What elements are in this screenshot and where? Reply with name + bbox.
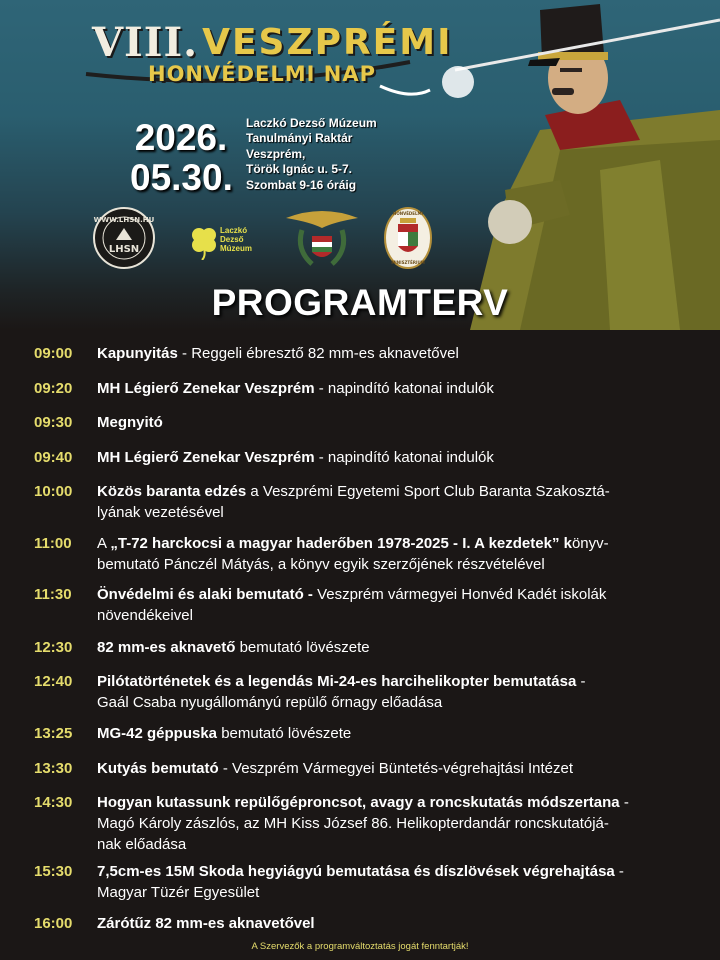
program-description-text: - <box>614 863 624 880</box>
program-description-bold: „T-72 harckocsi a magyar haderőben 1978-2025 - I. A kezdetek” k <box>110 535 572 552</box>
program-description-bold: Önvédelmi és alaki bemutató - <box>97 586 313 603</box>
program-description-text: önyv- <box>571 535 609 552</box>
program-time: 12:40 <box>34 673 73 690</box>
program-description-text: Veszprém vármegyei Honvéd Kadét iskolák <box>312 586 607 603</box>
footer-note: A Szervezők a programváltoztatás jogát fenntartják! <box>251 941 469 952</box>
program-description-text: - <box>576 673 586 690</box>
venue-line: Szombat 9-16 óráig <box>246 177 357 192</box>
program-description-text: bemutató lövészete <box>217 725 352 742</box>
museum-logo-line: Múzeum <box>220 244 252 253</box>
program-time: 14:30 <box>34 794 73 811</box>
program-description-bold: MH Légierő Zenekar Veszprém <box>97 380 315 397</box>
program-description <box>97 481 693 523</box>
honvedelmi-minisztérium-logo <box>384 206 432 270</box>
date-day: 05.30. <box>130 157 233 198</box>
program-description-text: - Reggeli ébresztő 82 mm-es aknavetővel <box>177 345 459 362</box>
program-description <box>97 637 693 658</box>
laczko-dezso-muzeum-logo <box>190 224 270 264</box>
program-time: 09:40 <box>34 449 73 466</box>
program-description-bold: MH Légierő Zenekar Veszprém <box>97 449 315 466</box>
program-description <box>97 758 693 779</box>
lhsn-logo-center-text: LHSN <box>108 244 140 255</box>
title-city: VESZPRÉMI <box>202 21 453 63</box>
museum-logo-line: Dezső <box>220 235 244 244</box>
event-title <box>92 18 453 66</box>
ministry-logo-bottom-text: MINISZTÉRIUM <box>391 260 425 265</box>
program-description-text: bemutató Pánczél Mátyás, a könyv egyik szerzőjének részvételével <box>97 556 545 573</box>
program-description <box>97 447 693 468</box>
program-description <box>97 343 693 364</box>
program-description-text: Gaál Csaba nyugállományú repülő őrnagy előadása <box>97 694 443 711</box>
program-description <box>97 861 693 903</box>
program-description-text: A <box>97 535 111 552</box>
program-description <box>97 533 693 575</box>
eagle-wreath-emblem <box>282 206 362 270</box>
clover-icon <box>190 226 218 260</box>
program-description-text: nak előadása <box>97 836 187 853</box>
program-description-bold: Zárótűz 82 mm-es aknavetővel <box>97 915 315 932</box>
program-time: 11:30 <box>34 586 72 603</box>
venue-line: Veszprém, <box>246 146 306 161</box>
program-description-bold: Közös baranta edzés <box>97 483 247 500</box>
program-description-text: - Veszprém Vármegyei Büntetés-végrehajtási Intézet <box>218 760 574 777</box>
hero-banner <box>0 0 720 330</box>
program-heading: PROGRAMTERV <box>211 282 509 323</box>
lhsn-logo <box>92 206 156 270</box>
program-description-text: - napindító katonai indulók <box>314 449 494 466</box>
program-description-text: lyának vezetésével <box>97 504 224 521</box>
event-venue <box>246 116 377 193</box>
program-description-text: - <box>619 794 629 811</box>
program-description-bold: MG-42 géppuska <box>97 725 218 742</box>
sponsor-logos <box>0 206 720 272</box>
venue-line: Laczkó Dezső Múzeum <box>246 116 377 130</box>
program-time: 11:00 <box>34 535 72 552</box>
date-year: 2026. <box>134 117 228 158</box>
event-date <box>130 118 232 198</box>
program-description-bold: Kapunyitás <box>97 345 178 362</box>
venue-line: Tanulmányi Raktár <box>246 131 353 146</box>
program-description-bold: 7,5cm-es 15M Skoda hegyiágyú bemutatása és díszlövések végrehajtása <box>97 863 615 880</box>
program-time: 09:30 <box>34 414 73 431</box>
program-time: 09:20 <box>34 380 73 397</box>
venue-line: Török Ignác u. 5-7. <box>246 162 353 177</box>
program-description <box>97 378 693 399</box>
museum-logo-line: Laczkó <box>220 226 248 235</box>
ministry-logo-top-text: HONVÉDELMI <box>393 211 423 216</box>
program-description-bold: Pilótatörténetek és a legendás Mi-24-es harcihelikopter bemutatása <box>97 673 577 690</box>
program-description <box>97 792 693 855</box>
program-time: 09:00 <box>34 345 73 362</box>
program-description-bold: Megnyitó <box>97 414 163 431</box>
program-description <box>97 913 693 934</box>
program-time: 10:00 <box>34 483 73 500</box>
program-description-text: Magó Károly zászlós, az MH Kiss József 86. Helikopterdandár roncskutatójá- <box>97 815 609 832</box>
program-description-text: Magyar Tüzér Egyesület <box>97 884 260 901</box>
title-roman-numeral: VIII. <box>92 18 199 66</box>
program-description <box>97 671 693 713</box>
program-description-text: a Veszprémi Egyetemi Sport Club Baranta Szakosztá- <box>246 483 610 500</box>
program-description <box>97 584 693 626</box>
program-time: 13:25 <box>34 725 73 742</box>
lhsn-logo-top-text: WWW.LHSN.HU <box>93 216 155 224</box>
program-description-bold: Hogyan kutassunk repülőgéproncsot, avagy a roncskutatás módszertana <box>97 794 620 811</box>
program-description-bold: Kutyás bemutató <box>97 760 219 777</box>
event-subtitle: HONVÉDELMI NAP <box>148 62 376 86</box>
program-time: 12:30 <box>34 639 73 656</box>
program-description-text: növendékeivel <box>97 607 193 624</box>
program-time: 16:00 <box>34 915 73 932</box>
program-time: 13:30 <box>34 760 73 777</box>
program-description-bold: 82 mm-es aknavető <box>97 639 236 656</box>
program-description <box>97 723 693 744</box>
program-description-text: - napindító katonai indulók <box>314 380 494 397</box>
program-description <box>97 412 693 433</box>
program-description-text: bemutató lövészete <box>235 639 370 656</box>
program-time: 15:30 <box>34 863 73 880</box>
